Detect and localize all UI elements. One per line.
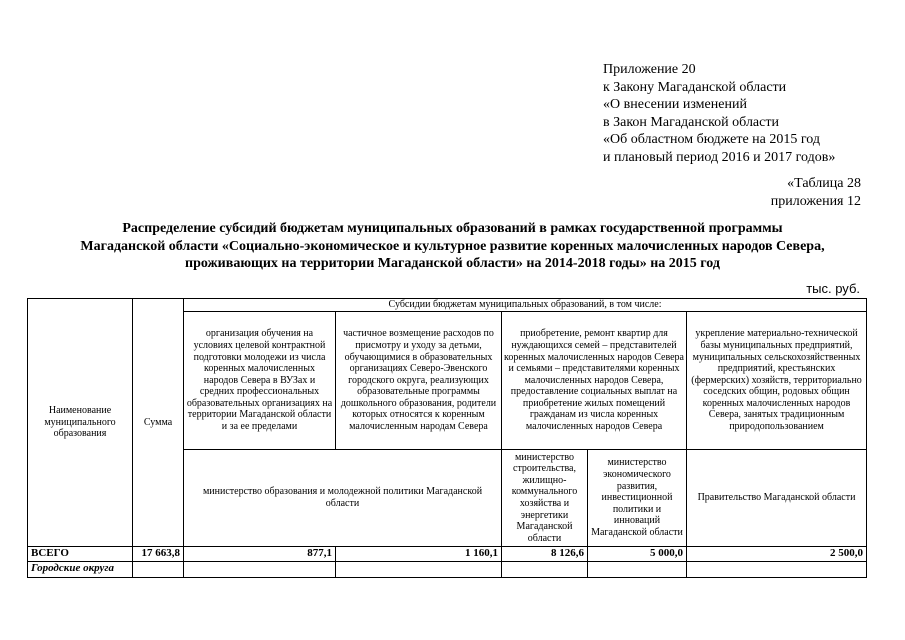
admin-education-ministry: министерство образования и молодежной политики Магаданской области	[184, 450, 502, 547]
purpose-housing: приобретение, ремонт квартир для нуждающихся семей – представителей коренных малочисленных народов Севера и семьями – представителями коренных малочисленных народов Севера, предоставление социальных выплат на приобретение жилых помещений гражданам из числа коренных малочисленных народов Севера	[502, 312, 687, 450]
admin-construction-ministry: министерство строительства, жилищно-коммунального хозяйства и энергетики Магаданской области	[502, 450, 588, 547]
group-label: Городские округа	[28, 561, 133, 577]
appendix-line: и плановый период 2016 и 2017 годов»	[603, 149, 836, 165]
appendix-line: «Об областном бюджете на 2015 год	[603, 132, 820, 147]
total-childcare: 1 160,1	[336, 547, 502, 562]
purpose-enterprises: укрепление материально-технической базы муниципальных предприятий, муниципальных сельскохозяйственных предприятий, крестьянских (фермерских) хозяйств, территориально соседских общин, родовых общин коренных малочисленных народов Севера, занятых традиционным природопользованием	[687, 312, 867, 450]
title-line: проживающих на территории Магаданской области» на 2014-2018 годы» на 2015 год	[185, 256, 720, 271]
group-cell	[184, 561, 336, 577]
group-cell	[588, 561, 687, 577]
appendix-block	[603, 61, 835, 166]
group-cell	[133, 561, 184, 577]
header-name: Наименование муниципального образования	[28, 299, 133, 547]
table-reference-line: «Таблица 28	[787, 176, 861, 191]
total-sum: 17 663,8	[133, 547, 184, 562]
total-construction: 8 126,6	[502, 547, 588, 562]
table-reference-line: приложения 12	[770, 193, 861, 209]
total-education: 877,1	[184, 547, 336, 562]
group-cell	[336, 561, 502, 577]
header-subsidies: Субсидии бюджетам муниципальных образований, в том числе:	[184, 299, 867, 312]
admin-government: Правительство Магаданской области	[687, 450, 867, 547]
total-label: ВСЕГО	[28, 547, 133, 562]
appendix-line: в Закон Магаданской области	[603, 114, 779, 130]
purpose-childcare: частичное возмещение расходов по присмотру и уходу за детьми, обучающимися в образовательных организациях Северо-Эвенского городского округа, реализующих образовательные программы дошкольного образования, родители которых относятся к коренным малочисленным народам Севера	[336, 312, 502, 450]
admin-economy-ministry: министерство экономического развития, инвестиционной политики и инноваций Магаданской области	[588, 450, 687, 547]
appendix-line: «О внесении изменений	[603, 97, 747, 112]
total-economy: 5 000,0	[588, 547, 687, 562]
group-cell	[687, 561, 867, 577]
header-row	[28, 299, 867, 312]
header-sum: Сумма	[133, 299, 184, 547]
total-government: 2 500,0	[687, 547, 867, 562]
subsidy-table	[27, 298, 867, 578]
appendix-line: к Закону Магаданской области	[603, 79, 787, 95]
appendix-line: Приложение 20	[603, 62, 696, 77]
title-line: Магаданской области «Социально-экономическое и культурное развитие коренных малочисленных народов Севера,	[80, 238, 825, 254]
total-row	[28, 547, 867, 562]
document-title	[20, 220, 885, 273]
table-reference	[771, 175, 861, 210]
group-row	[28, 561, 867, 577]
group-cell	[502, 561, 588, 577]
purpose-education: организация обучения на условиях целевой контрактной подготовки молодежи из числа коренных малочисленных народов Севера в ВУЗах и средних профессиональных образовательных организациях на территории Магаданской области и за ее пределами	[184, 312, 336, 450]
units-label: тыс. руб.	[806, 281, 860, 296]
title-line: Распределение субсидий бюджетам муниципальных образований в рамках государственной программы	[122, 221, 783, 236]
